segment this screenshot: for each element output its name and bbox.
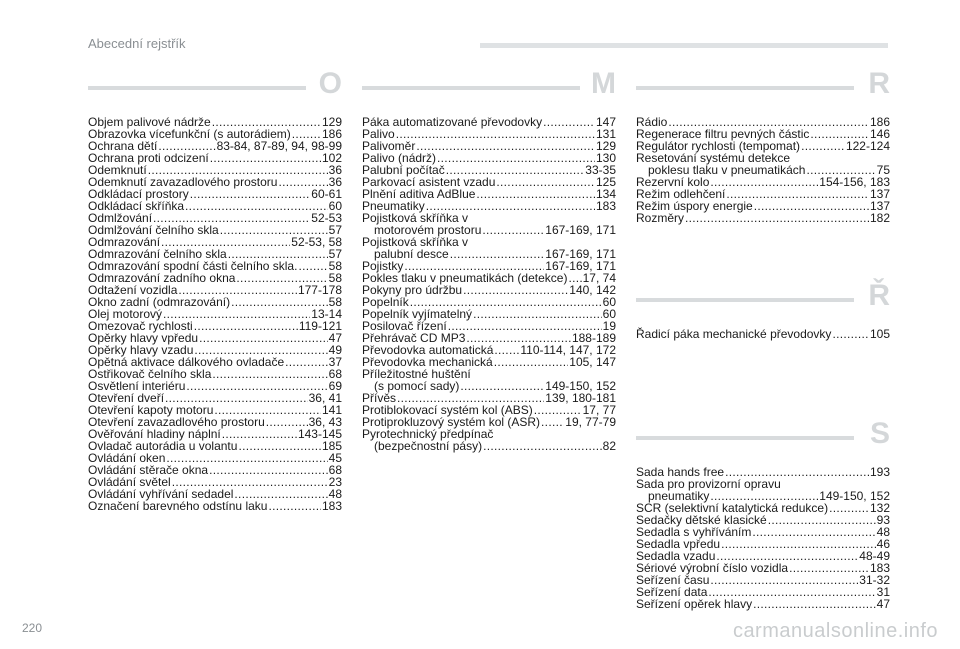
entry-leader-dots	[396, 128, 595, 140]
entry-pages: 182	[869, 211, 890, 225]
entry-pages: 167-169, 171	[545, 223, 616, 237]
section-divider	[636, 67, 890, 116]
entry-label: Popelník	[362, 295, 409, 309]
page-number: 220	[22, 621, 43, 635]
entry-pages: 13-14	[311, 307, 342, 321]
entry-label: Sériové výrobní číslo vozidla	[636, 561, 789, 575]
entry-label: Ostřikovač čelního skla	[88, 367, 212, 381]
entry-label: Rádio	[636, 115, 668, 129]
entry-pages: 129	[321, 115, 342, 129]
entry-label: Parkovací asistent vzadu	[362, 175, 496, 189]
entry-pages: 147	[595, 115, 616, 129]
entry-label: Otevření dveří	[88, 391, 165, 405]
entry-pages: 23	[328, 475, 342, 489]
entry-label: Seřízení času	[636, 573, 710, 587]
entry-label: Otevření zavazadlového prostoru	[88, 415, 265, 429]
entry-label: (s pomocí sady)	[374, 379, 460, 393]
entry-pages: 57	[328, 247, 342, 261]
entry-label: Ochrana dětí	[88, 139, 158, 153]
entry-label: Ochrana proti odcizení	[88, 151, 209, 165]
divider-line	[362, 86, 580, 90]
entry-label: Odmrazování	[88, 235, 161, 249]
entry-leader-dots	[209, 464, 328, 476]
entry-pages: 17, 77	[582, 403, 616, 417]
entry-label: Ovladač autorádia u volantu	[88, 439, 238, 453]
entry-pages: 19, 77-79	[565, 415, 616, 429]
entry-pages: 154-156, 183	[819, 175, 890, 189]
entry-leader-dots	[710, 574, 858, 586]
entry-label: Ovládání světel	[88, 475, 171, 489]
entry-pages: 105, 147	[569, 355, 616, 369]
entry-label: Přehrávač CD MP3	[362, 331, 466, 345]
entry-label: poklesu tlaku v pneumatikách	[648, 163, 806, 177]
entry-leader-dots	[186, 380, 327, 392]
entry-label: Ovládání stěrače okna	[88, 463, 209, 477]
entry-leader-dots	[754, 200, 869, 212]
entry-leader-dots	[185, 200, 328, 212]
index-section-s	[636, 417, 890, 611]
entry-leader-dots	[494, 356, 569, 368]
entry-pages: 36	[328, 175, 342, 189]
entry-pages: 17, 74	[582, 271, 616, 285]
entry-label: Objem palivové nádrže	[88, 115, 211, 129]
index-entry	[362, 116, 616, 128]
entry-pages: 193	[869, 465, 890, 479]
entry-pages: 183	[595, 199, 616, 213]
entry-pages: 60-61	[311, 187, 342, 201]
entry-leader-dots	[190, 188, 311, 200]
entry-leader-dots	[210, 152, 321, 164]
entry-leader-dots	[285, 356, 328, 368]
entry-pages: 45	[328, 451, 342, 465]
entry-leader-dots	[829, 502, 869, 514]
entry-pages: 48-49	[859, 549, 890, 563]
entry-label: motorovém prostoru	[374, 223, 482, 237]
entry-label: Přívěs	[362, 391, 397, 405]
entry-pages: 131	[595, 127, 616, 141]
section-divider	[636, 279, 890, 328]
entry-pages: 75	[876, 163, 890, 177]
watermark: carmanualsonline.info	[732, 620, 938, 642]
entry-pages: 31	[876, 585, 890, 599]
entry-leader-dots	[768, 514, 876, 526]
entry-label: Protiblokovací systém kol (ABS)	[362, 403, 533, 417]
entry-label: Seřízení data	[636, 585, 708, 599]
entry-label: Pokles tlaku v pneumatikách (detekce)	[362, 271, 568, 285]
entry-pages: 186	[321, 127, 342, 141]
index-entry	[636, 598, 890, 610]
entry-pages: 183	[869, 561, 890, 575]
entry-pages: 33-35	[585, 163, 616, 177]
entry-label: Odemknutí zavazadlového prostoru	[88, 175, 278, 189]
entry-pages: 125	[595, 175, 616, 189]
entry-leader-dots	[194, 320, 298, 332]
entry-label: (bezpečnostní pásy)	[374, 439, 483, 453]
entry-pages: 52-53	[311, 211, 342, 225]
entry-pages: 83-84, 87-89, 94, 98-99	[216, 139, 342, 153]
entry-label: SCR (selektivní katalytická redukce)	[636, 501, 829, 515]
entry-label: Palivo (nádrž)	[362, 151, 437, 165]
entry-leader-dots	[450, 248, 545, 260]
entry-pages: 167-169, 171	[545, 259, 616, 273]
entry-leader-dots	[199, 332, 328, 344]
entry-label: Odtažení vozidla	[88, 283, 178, 297]
entry-label: Sada pro provizorní opravu	[636, 477, 781, 491]
entry-pages: 119-121	[298, 319, 342, 333]
entry-pages: 36	[328, 163, 342, 177]
entry-pages: 185	[321, 439, 342, 453]
entry-label: Rozměry	[636, 211, 685, 225]
entry-pages: 129	[595, 139, 616, 153]
entry-label: Protiprokluzový systém kol (ASR)	[362, 415, 541, 429]
entry-pages: 58	[328, 271, 342, 285]
entry-pages: 177-178	[297, 283, 342, 297]
entry-pages: 141	[321, 403, 342, 417]
index-entry	[88, 500, 342, 512]
entry-leader-dots	[494, 344, 519, 356]
entry-label: Regulátor rychlosti (tempomat)	[636, 139, 801, 153]
entry-label: Odmrazování spodní části čelního skla.	[88, 259, 298, 273]
entry-leader-dots	[238, 440, 321, 452]
entry-label: Sedadla vzadu	[636, 549, 716, 563]
entry-pages: 48	[328, 487, 342, 501]
entry-pages: 31-32	[859, 573, 890, 587]
entry-leader-dots	[473, 308, 602, 320]
section-letter: S	[869, 417, 890, 450]
entry-label: pneumatiky	[648, 489, 710, 503]
entry-label: Popelník vyjímatelný	[362, 307, 473, 321]
entry-pages: 93	[876, 513, 890, 527]
section-letter: O	[318, 67, 342, 100]
entry-pages: 110-114, 147, 172	[520, 343, 616, 357]
entry-leader-dots	[543, 116, 595, 128]
index-entry	[362, 440, 616, 452]
entry-pages: 36, 41	[308, 391, 342, 405]
divider-line	[636, 436, 854, 440]
entry-leader-dots	[541, 416, 564, 428]
entry-pages: 167-169, 171	[545, 247, 616, 261]
entry-label: Pojistková skříňka v	[362, 211, 469, 225]
entry-pages: 102	[321, 151, 342, 165]
entry-label: Palivoměr	[362, 139, 416, 153]
entry-pages: 49	[328, 343, 342, 357]
entry-label: Režim odlehčení	[636, 187, 726, 201]
entry-label: Palubní počítač	[362, 163, 445, 177]
entry-label: Režim úspory energie	[636, 199, 753, 213]
entry-pages: 60	[602, 307, 616, 321]
section-letter: Ř	[868, 279, 890, 312]
section-letter: R	[868, 67, 890, 100]
entry-label: Opětná aktivace dálkového ovladače	[88, 355, 285, 369]
entry-pages: 105	[869, 327, 890, 341]
entry-pages: 47	[876, 597, 890, 611]
entry-leader-dots	[460, 380, 544, 392]
index-entry	[636, 328, 890, 340]
entry-label: Ověřování hladiny náplní	[88, 427, 221, 441]
page-header-title: Abecední rejstřík	[88, 36, 186, 51]
entry-label: Plnění aditiva AdBlue	[362, 187, 476, 201]
entry-label: Sada hands free	[636, 465, 725, 479]
entry-label: Pojistky	[362, 259, 404, 273]
entry-label: Olej motorový	[88, 307, 163, 321]
entry-leader-dots	[483, 440, 602, 452]
entry-label: Pyrotechnický předpínač	[362, 427, 494, 441]
section-divider	[636, 417, 890, 466]
entry-pages: 82	[602, 439, 616, 453]
entry-label: Resetování systému detekce	[636, 151, 791, 165]
entry-label: Pneumatiky	[362, 199, 425, 213]
entry-label: Opěrky hlavy vzadu	[88, 343, 194, 357]
entry-label: Posilovač řízení	[362, 319, 447, 333]
entry-pages: 60	[602, 295, 616, 309]
entry-label: Označení barevného odstínu laku	[88, 499, 268, 513]
entry-leader-dots	[496, 176, 595, 188]
entry-pages: 140, 142	[569, 283, 616, 297]
entry-leader-dots	[482, 224, 544, 236]
entry-leader-dots	[463, 284, 568, 296]
entry-leader-dots	[212, 368, 327, 380]
entry-leader-dots	[752, 526, 875, 538]
index-section-o	[88, 67, 342, 513]
entry-leader-dots	[298, 260, 327, 272]
index-section-r	[636, 67, 890, 225]
entry-label: Převodovka mechanická	[362, 355, 493, 369]
entry-pages: 46	[876, 537, 890, 551]
divider-line	[636, 298, 854, 302]
entry-label: Osvětlení interiéru	[88, 379, 186, 393]
index-section-r-caron	[636, 279, 890, 341]
entry-pages: 60	[328, 199, 342, 213]
entry-label: Odkládací prostory	[88, 187, 189, 201]
entry-label: Obrazovka vícefunkční (s autorádiem)	[88, 127, 291, 141]
divider-line	[88, 86, 306, 90]
entry-pages: 146	[869, 127, 890, 141]
entry-pages: 149-150, 152	[819, 489, 890, 503]
entry-pages: 122-124	[845, 139, 890, 153]
entry-pages: 137	[869, 187, 890, 201]
entry-pages: 143-145	[297, 427, 342, 441]
entry-leader-dots	[801, 140, 845, 152]
entry-leader-dots	[268, 500, 321, 512]
entry-leader-dots	[437, 152, 595, 164]
entry-label: Omezovač rychlosti	[88, 319, 193, 333]
entry-label: palubní desce	[374, 247, 449, 261]
entry-leader-dots	[721, 538, 876, 550]
entry-pages: 137	[869, 199, 890, 213]
entry-label: Regenerace filtru pevných částic	[636, 127, 810, 141]
entry-pages: 19	[602, 319, 616, 333]
entry-label: Sedadla s vyhříváním	[636, 525, 752, 539]
entry-pages: 183	[321, 499, 342, 513]
entry-label: Okno zadní (odmrazování)	[88, 295, 231, 309]
entry-pages: 134	[595, 187, 616, 201]
entry-pages: 149-150, 152	[545, 379, 616, 393]
entry-leader-dots	[416, 140, 595, 152]
section-divider	[88, 67, 342, 116]
divider-line	[636, 86, 854, 90]
entry-leader-dots	[710, 176, 818, 188]
entry-label: Ovládání oken	[88, 451, 166, 465]
entry-label: Sedačky dětské klasické	[636, 513, 767, 527]
entry-pages: 130	[595, 151, 616, 165]
entry-pages: 48	[876, 525, 890, 539]
entry-pages: 132	[869, 501, 890, 515]
entry-pages: 68	[328, 463, 342, 477]
entry-leader-dots	[789, 562, 869, 574]
entry-pages: 36, 43	[308, 415, 342, 429]
header-rule	[480, 43, 888, 48]
entry-label: Seřízení opěrek hlavy	[636, 597, 753, 611]
entry-label: Sedadla vpředu	[636, 537, 721, 551]
entry-label: Palivo	[362, 127, 395, 141]
entry-label: Ovládání vyhřívání sedadel	[88, 487, 234, 501]
entry-leader-dots	[753, 598, 876, 610]
entry-leader-dots	[832, 328, 869, 340]
entry-pages: 52-53, 58	[291, 235, 342, 249]
entry-label: Opěrky hlavy vpředu	[88, 331, 199, 345]
entry-label: Řadicí páka mechanické převodovky	[636, 327, 832, 341]
entry-label: Pojistková skříňka v	[362, 235, 469, 249]
entry-label: Příležitostné huštění	[362, 367, 471, 381]
entry-pages: 186	[869, 115, 890, 129]
entry-label: Rezervní kolo	[636, 175, 710, 189]
entry-label: Odmrazování zadního okna	[88, 271, 236, 285]
section-letter: M	[591, 67, 616, 100]
entry-label: Odkládací skříňka	[88, 199, 185, 213]
entry-label: Pokyny pro údržbu	[362, 283, 463, 297]
entry-leader-dots	[476, 188, 595, 200]
index-section-p	[362, 67, 616, 453]
entry-label: Převodovka automatická	[362, 343, 494, 357]
entry-pages: 139, 180-181	[545, 391, 616, 405]
section-divider	[362, 67, 616, 116]
entry-pages: 47	[328, 331, 342, 345]
index-entry	[636, 212, 890, 224]
entry-leader-dots	[685, 212, 869, 224]
entry-label: Odmlžování čelního skla	[88, 223, 219, 237]
entry-label: Odemknutí	[88, 163, 147, 177]
entry-label: Odmrazování čelního skla	[88, 247, 227, 261]
entry-pages: 58	[328, 259, 342, 273]
entry-pages: 57	[328, 223, 342, 237]
entry-label: Odmlžování	[88, 211, 153, 225]
entry-pages: 58	[328, 295, 342, 309]
entry-pages: 69	[328, 379, 342, 393]
entry-pages: 37	[328, 355, 342, 369]
entry-pages: 188-189	[571, 331, 616, 345]
entry-pages: 68	[328, 367, 342, 381]
entry-label: Otevření kapoty motoru	[88, 403, 214, 417]
entry-label: Páka automatizované převodovky	[362, 115, 543, 129]
